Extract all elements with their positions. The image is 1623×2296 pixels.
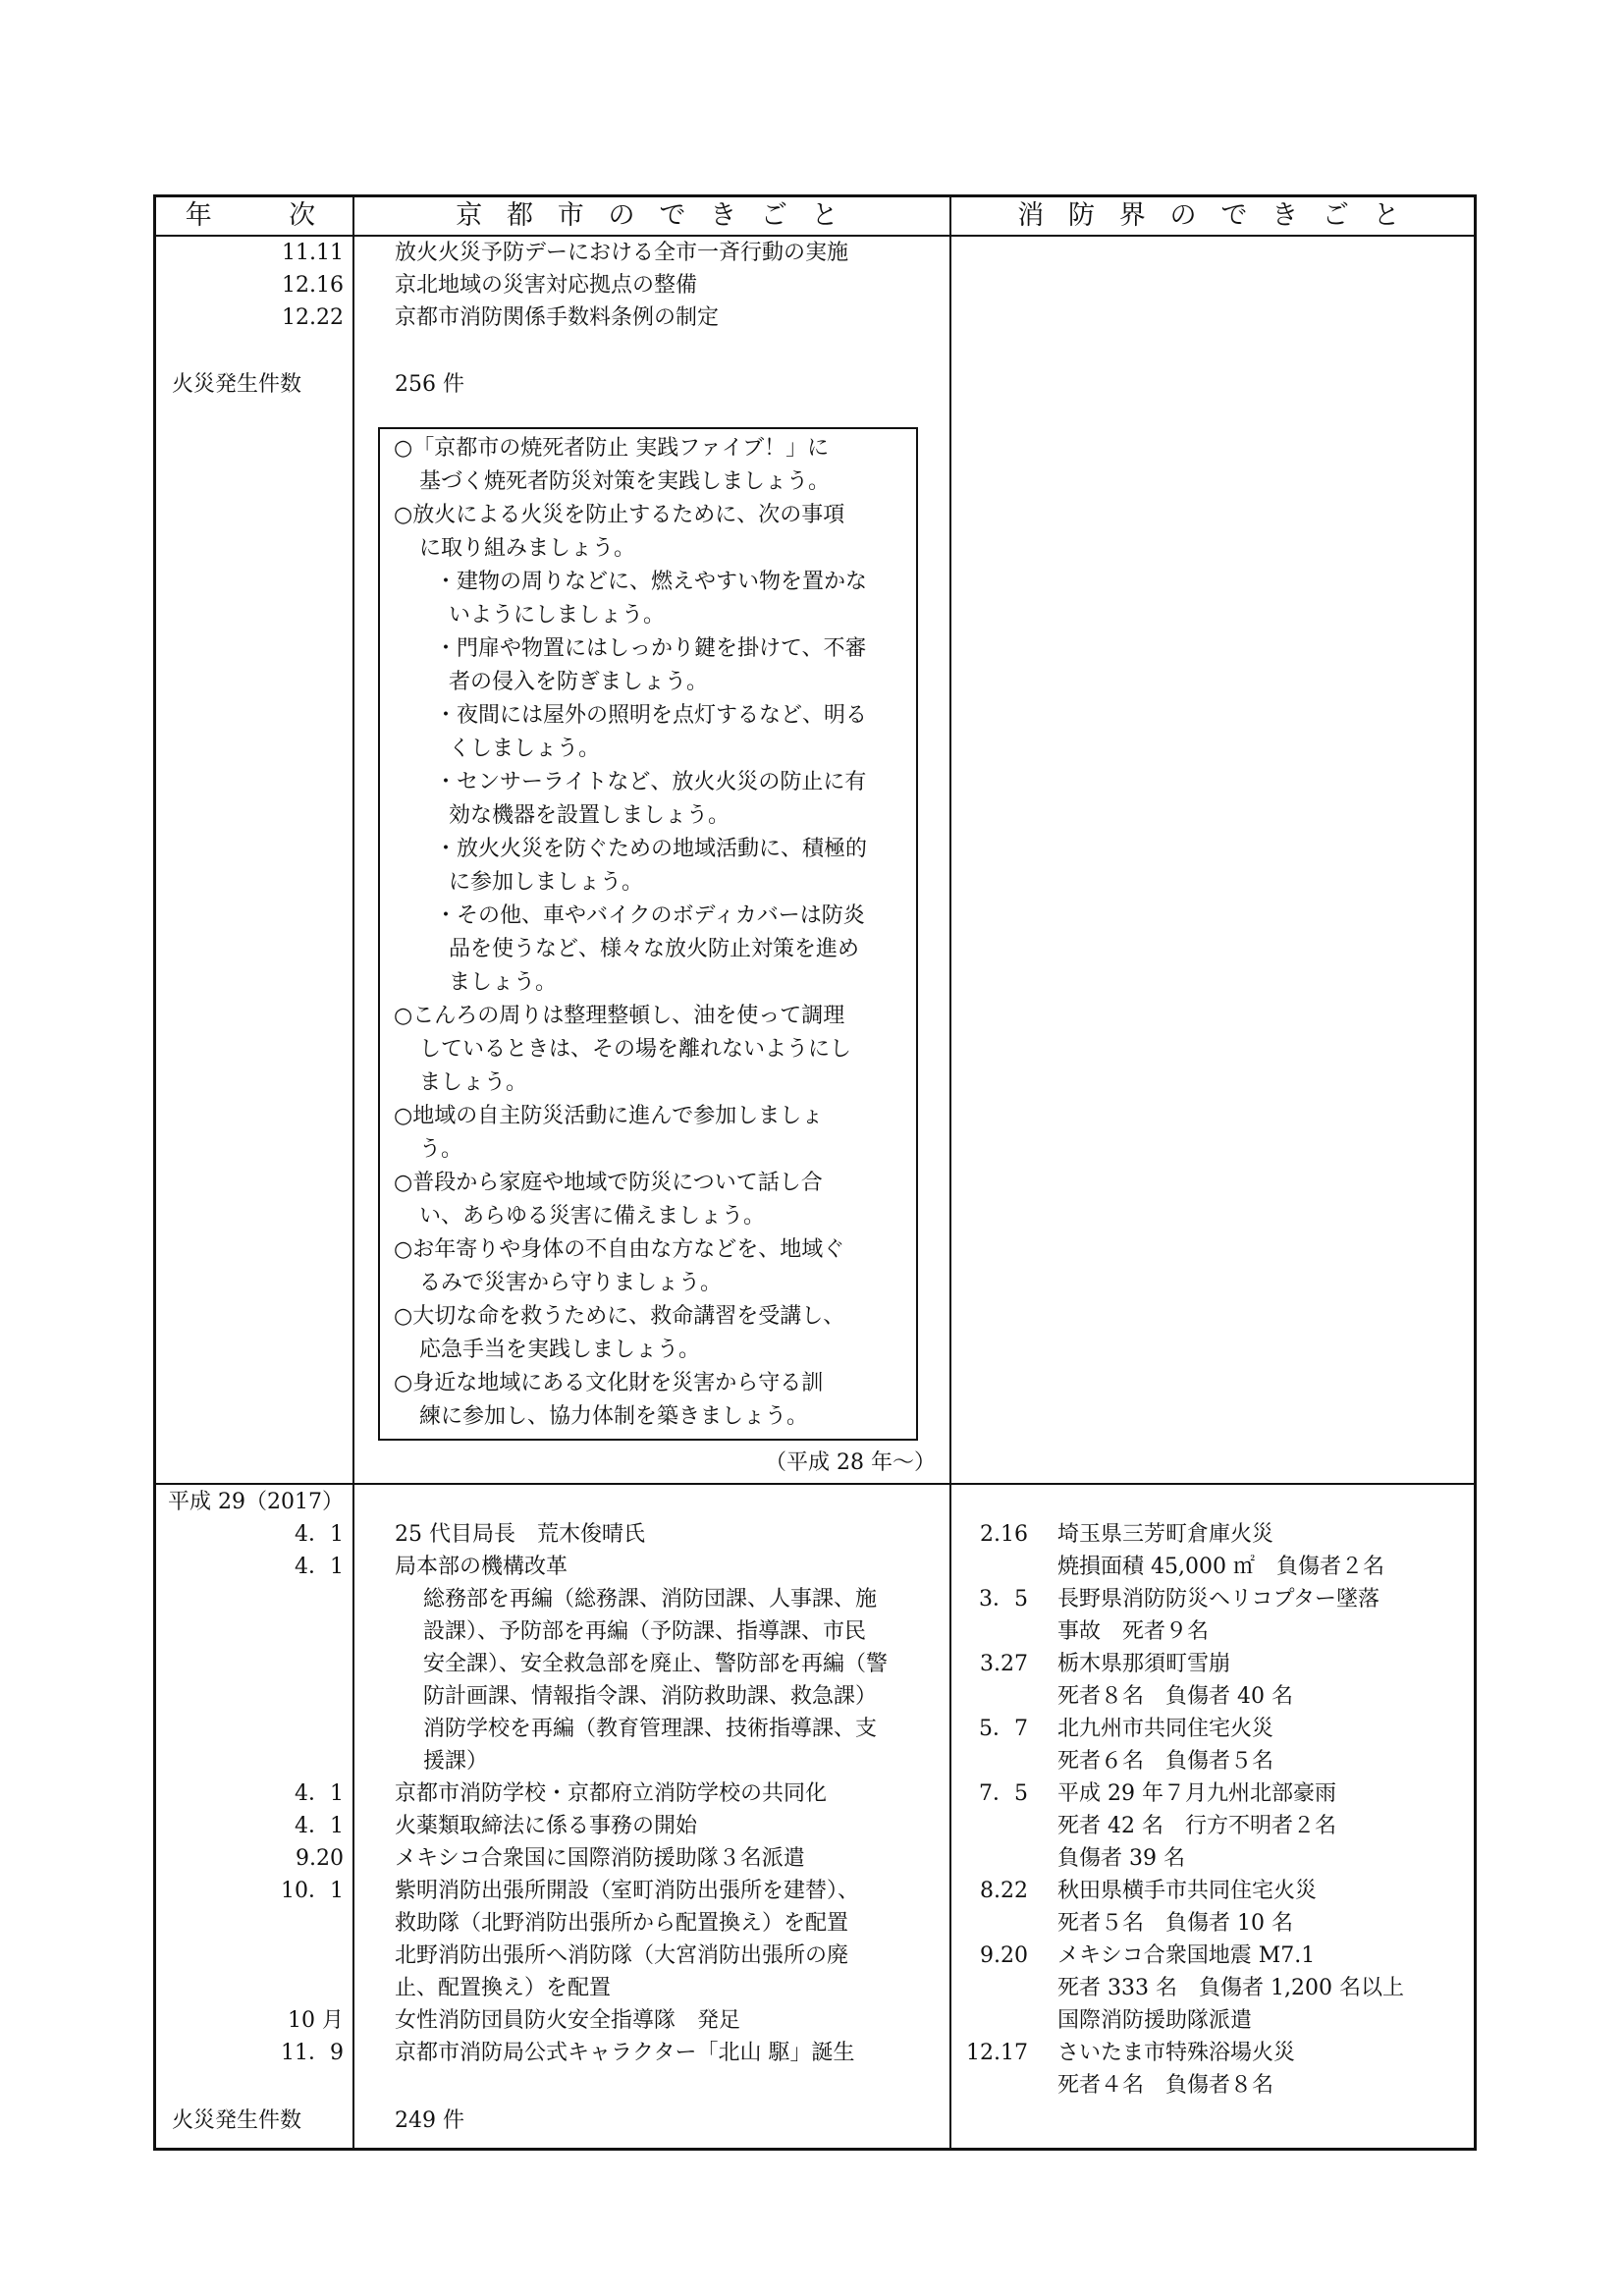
notice-line: 基づく焼死者防災対策を実践しましょう。 xyxy=(419,469,831,494)
event-text: 死者 333 名 負傷者 1,200 名以上 xyxy=(1057,1976,1404,2000)
notice-line: に参加しましょう。 xyxy=(449,870,644,895)
notice-line: い、あらゆる災害に備えましょう。 xyxy=(419,1204,766,1229)
notice-line: ○お年寄りや身体の不自由な方などを、地域ぐ xyxy=(394,1237,845,1262)
header-kyoto-events: 京 都 市 の で き ご と xyxy=(456,200,846,231)
event-text: 京都市消防関係手数料条例の制定 xyxy=(395,305,720,330)
year-label: 平成 29（2017） xyxy=(168,1490,344,1514)
event-date: 3.27 xyxy=(980,1652,1028,1676)
notice-line: ○普段から家庭や地域で防災について話し合 xyxy=(394,1171,823,1195)
event-date: 7．5 xyxy=(979,1781,1028,1806)
event-date: 11.11 xyxy=(282,241,344,265)
fire-count-value: 256 件 xyxy=(395,372,464,397)
notice-line: 練に参加し、協力体制を築きましょう。 xyxy=(419,1404,809,1429)
notice-line: う。 xyxy=(419,1137,463,1162)
event-text: 消防学校を再編（教育管理課、技術指導課、支 xyxy=(423,1717,878,1741)
event-text: 京北地域の災害対応拠点の整備 xyxy=(395,273,698,298)
fire-count-value: 249 件 xyxy=(395,2108,464,2133)
event-date: 8.22 xyxy=(980,1879,1028,1903)
event-text: メキシコ合衆国に国際消防援助隊３名派遣 xyxy=(395,1846,805,1871)
notice-line: ○「京都市の焼死者防止 実践ファイブ！」に xyxy=(394,436,830,461)
event-text: 平成 29 年７月九州北部豪雨 xyxy=(1057,1781,1336,1806)
event-date: 4．1 xyxy=(295,1781,344,1806)
notice-line: ・その他、車やバイクのボディカバーは防炎 xyxy=(435,903,865,928)
event-text: 紫明消防出張所開設（室町消防出張所を建替）、 xyxy=(395,1879,860,1903)
notice-line: ましょう。 xyxy=(449,970,558,995)
notice-line: 応急手当を実践しましょう。 xyxy=(419,1338,701,1362)
column-divider-year xyxy=(352,197,354,2148)
event-text: 火薬類取締法に係る事務の開始 xyxy=(395,1814,698,1838)
event-date: 10．1 xyxy=(281,1879,344,1903)
notice-line: ・夜間には屋外の照明を点灯するなど、明る xyxy=(435,703,868,728)
notice-line: るみで災害から守りましょう。 xyxy=(419,1271,723,1295)
event-date: 5．7 xyxy=(979,1717,1028,1741)
event-text: 京都市消防学校・京都府立消防学校の共同化 xyxy=(395,1781,828,1806)
notice-since-text: （平成 28 年～） xyxy=(765,1450,936,1475)
event-date: 12.22 xyxy=(282,305,344,330)
event-text: 女性消防団員防火安全指導隊 発足 xyxy=(395,2008,741,2033)
event-text: 長野県消防防災ヘリコプター墜落 xyxy=(1057,1587,1380,1612)
notice-line: ○地域の自主防災活動に進んで参加しましょ xyxy=(394,1104,824,1128)
event-text: 埼玉県三芳町倉庫火災 xyxy=(1057,1522,1274,1547)
event-text: 秋田県横手市共同住宅火災 xyxy=(1057,1879,1318,1903)
notice-line: に取り組みましょう。 xyxy=(419,536,636,561)
notice-line: しているときは、その場を離れないようにし xyxy=(419,1037,852,1062)
event-text: 安全課）、安全救急部を廃止、警防部を再編（警 xyxy=(423,1652,889,1676)
event-text: 死者８名 負傷者 40 名 xyxy=(1057,1684,1293,1709)
event-date: 10 月 xyxy=(288,2008,344,2033)
notice-line: ・門扉や物置にはしっかり鍵を掛けて、不審 xyxy=(435,636,867,661)
event-text: 放火火災予防デーにおける全市一斉行動の実施 xyxy=(395,241,849,265)
notice-line: ・センサーライトなど、放火火災の防止に有 xyxy=(435,770,867,794)
event-text: 局本部の機構改革 xyxy=(395,1555,568,1579)
event-text: 総務部を再編（総務課、消防団課、人事課、施 xyxy=(423,1587,878,1612)
event-date: 12.17 xyxy=(966,2041,1028,2065)
event-date: 4．1 xyxy=(295,1814,344,1838)
event-text: 国際消防援助隊派遣 xyxy=(1057,2008,1253,2033)
event-text: 事故 死者９名 xyxy=(1057,1619,1210,1644)
notice-line: 品を使うなど、様々な放火防止対策を進め xyxy=(449,937,860,961)
fire-prevention-notice-box xyxy=(378,427,918,1441)
notice-since xyxy=(765,1447,936,1480)
notice-line: ・放火火災を防ぐための地域活動に、積極的 xyxy=(435,837,868,861)
notice-line: ○大切な命を救うために、救命講習を受講し、 xyxy=(394,1304,845,1329)
notice-line: くしましょう。 xyxy=(449,737,601,761)
event-date: 12.16 xyxy=(282,273,344,298)
event-text: さいたま市特殊浴場火災 xyxy=(1057,2041,1296,2065)
year-divider xyxy=(156,1483,1474,1485)
notice-line: ○身近な地域にある文化財を災害から守る訓 xyxy=(394,1371,824,1395)
event-text: 防計画課、情報指令課、消防救助課、救急課） xyxy=(423,1684,878,1709)
event-text: 負傷者 39 名 xyxy=(1057,1846,1185,1871)
notice-line: ましょう。 xyxy=(419,1070,528,1095)
event-date: 4．1 xyxy=(295,1522,344,1547)
event-text: 設課）、予防部を再編（予防課、指導課、市民 xyxy=(423,1619,867,1644)
event-date: 9.20 xyxy=(980,1943,1028,1968)
notice-line: ・建物の周りなどに、燃えやすい物を置かな xyxy=(435,570,868,594)
event-text: 栃木県那須町雪崩 xyxy=(1057,1652,1231,1676)
event-text: 止、配置換え）を配置 xyxy=(395,1976,612,2000)
event-text: 死者５名 負傷者 10 名 xyxy=(1057,1911,1293,1936)
column-divider-fire xyxy=(949,197,951,2148)
event-text: 死者６名 負傷者５名 xyxy=(1057,1749,1274,1774)
event-date: 4．1 xyxy=(295,1555,344,1579)
event-text: 京都市消防局公式キャラクター「北山 駆」誕生 xyxy=(395,2041,855,2065)
event-date: 9.20 xyxy=(296,1846,344,1871)
event-date: 3．5 xyxy=(979,1587,1028,1612)
event-text: 北九州市共同住宅火災 xyxy=(1057,1717,1274,1741)
notice-line: 効な機器を設置しましょう。 xyxy=(449,803,730,828)
notice-line: ○放火による火災を防止するために、次の事項 xyxy=(394,503,845,527)
notice-line: いようにしましょう。 xyxy=(449,603,666,628)
event-text: 援課） xyxy=(423,1749,489,1774)
event-text: 死者４名 負傷者８名 xyxy=(1057,2073,1274,2098)
event-text: 救助隊（北野消防出張所から配置換え）を配置 xyxy=(395,1911,849,1936)
fire-count-label: 火災発生件数 xyxy=(172,2108,302,2133)
header-year: 年 次 xyxy=(185,200,324,231)
event-text: メキシコ合衆国地震 M7.1 xyxy=(1057,1943,1316,1968)
event-text: 25 代目局長 荒木俊晴氏 xyxy=(395,1522,645,1547)
notice-line: ○こんろの周りは整理整頓し、油を使って調理 xyxy=(394,1004,845,1028)
event-date: 11．9 xyxy=(281,2041,344,2065)
chronology-table xyxy=(153,194,1477,2151)
header-fire-events: 消 防 界 の で き ご と xyxy=(1017,200,1408,231)
event-text: 北野消防出張所へ消防隊（大宮消防出張所の廃 xyxy=(395,1943,849,1968)
notice-line: 者の侵入を防ぎましょう。 xyxy=(449,670,709,694)
event-text: 死者 42 名 行方不明者２名 xyxy=(1057,1814,1336,1838)
event-text: 焼損面積 45,000 ㎡ 負傷者２名 xyxy=(1057,1555,1384,1579)
fire-count-label: 火災発生件数 xyxy=(172,372,302,397)
event-date: 2.16 xyxy=(980,1522,1028,1547)
